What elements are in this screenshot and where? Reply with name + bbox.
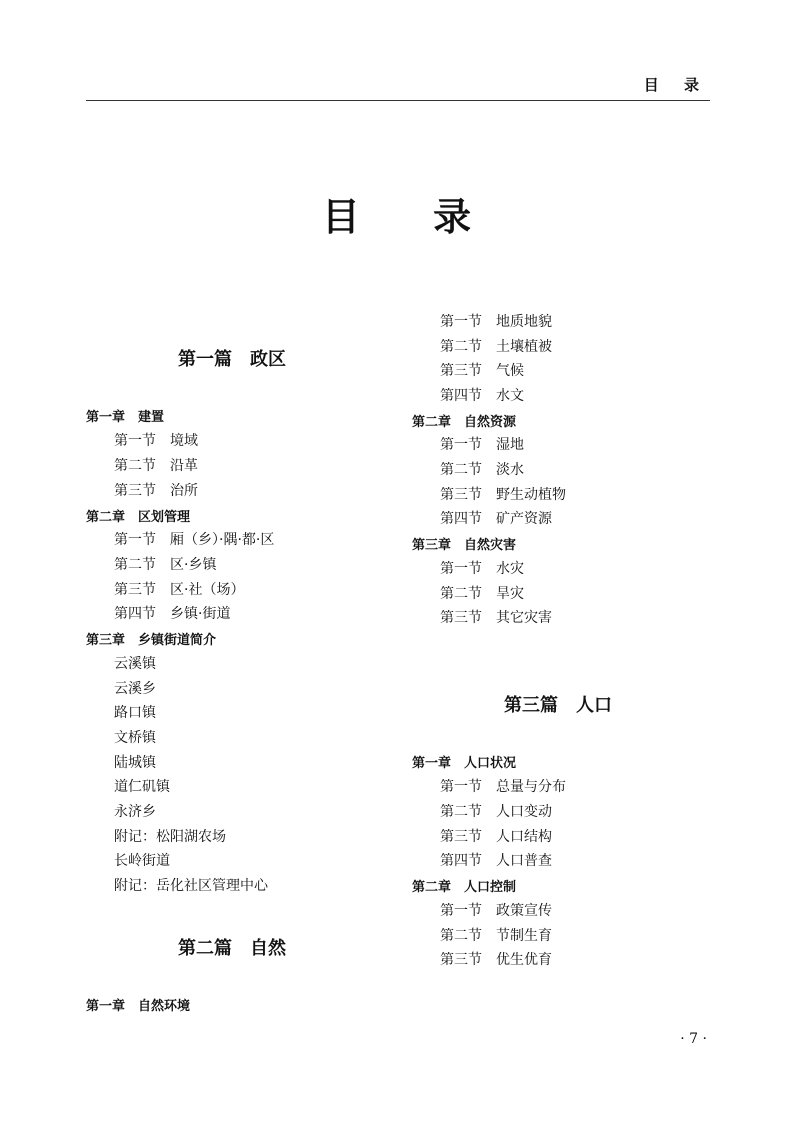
toc-section: 第二节 淡水 xyxy=(440,462,524,478)
toc-item: 路口镇 xyxy=(114,705,156,721)
toc-section: 第三节 气候 xyxy=(440,363,524,379)
toc-section: 第一节 总量与分布 xyxy=(440,779,566,795)
page-title: 目 录 xyxy=(321,195,502,239)
toc-section: 第三节 野生动植物 xyxy=(440,487,566,503)
toc-section: 第二节 沿革 xyxy=(114,458,198,474)
toc-section: 第三节 治所 xyxy=(114,483,198,499)
header-rule xyxy=(86,100,710,101)
toc-section: 第三节 人口结构 xyxy=(440,829,552,845)
toc-section: 第四节 水文 xyxy=(440,388,524,404)
toc-section: 第二节 旱灾 xyxy=(440,586,524,602)
running-header-title: 目 录 xyxy=(643,76,709,94)
toc-item: 附记：岳化社区管理中心 xyxy=(114,878,268,894)
toc-section: 第一节 地质地貌 xyxy=(440,314,552,330)
chapter-heading: 第一章 自然环境 xyxy=(86,999,191,1014)
chapter-heading: 第三章 自然灾害 xyxy=(412,538,517,553)
chapter-heading: 第一章 建置 xyxy=(86,410,165,425)
toc-section: 第一节 湿地 xyxy=(440,437,524,453)
toc-item: 文桥镇 xyxy=(114,730,156,746)
part-heading: 第一篇 政区 xyxy=(178,349,286,370)
toc-item: 云溪镇 xyxy=(114,656,156,672)
toc-section: 第二节 人口变动 xyxy=(440,804,552,820)
toc-item: 长岭街道 xyxy=(114,853,170,869)
toc-section: 第一节 境域 xyxy=(114,433,198,449)
toc-item: 陆城镇 xyxy=(114,755,156,771)
chapter-heading: 第二章 自然资源 xyxy=(412,415,517,430)
page-number: · 7 · xyxy=(680,1031,707,1047)
toc-item: 永济乡 xyxy=(114,804,156,820)
chapter-heading: 第一章 人口状况 xyxy=(412,756,517,771)
toc-section: 第三节 优生优育 xyxy=(440,952,552,968)
toc-item: 道仁矶镇 xyxy=(114,779,170,795)
chapter-heading: 第二章 人口控制 xyxy=(412,880,517,895)
toc-section: 第一节 厢（乡）·隅·都·区 xyxy=(114,532,275,548)
toc-section: 第三节 区·社（场） xyxy=(114,582,245,598)
toc-section: 第二节 土壤植被 xyxy=(440,339,552,355)
chapter-heading: 第二章 区划管理 xyxy=(86,510,191,525)
toc-section: 第二节 区·乡镇 xyxy=(114,557,217,573)
toc-section: 第二节 节制生育 xyxy=(440,928,552,944)
toc-item: 附记：松阳湖农场 xyxy=(114,829,226,845)
toc-section: 第四节 乡镇·街道 xyxy=(114,606,231,622)
toc-section: 第三节 其它灾害 xyxy=(440,610,552,626)
chapter-heading: 第三章 乡镇街道简介 xyxy=(86,633,217,648)
part-heading: 第三篇 人口 xyxy=(504,695,612,716)
toc-section: 第四节 人口普查 xyxy=(440,853,552,869)
toc-item: 云溪乡 xyxy=(114,681,156,697)
toc-section: 第四节 矿产资源 xyxy=(440,511,552,527)
part-heading: 第二篇 自然 xyxy=(178,938,286,959)
toc-section: 第一节 水灾 xyxy=(440,561,524,577)
toc-section: 第一节 政策宣传 xyxy=(440,903,552,919)
